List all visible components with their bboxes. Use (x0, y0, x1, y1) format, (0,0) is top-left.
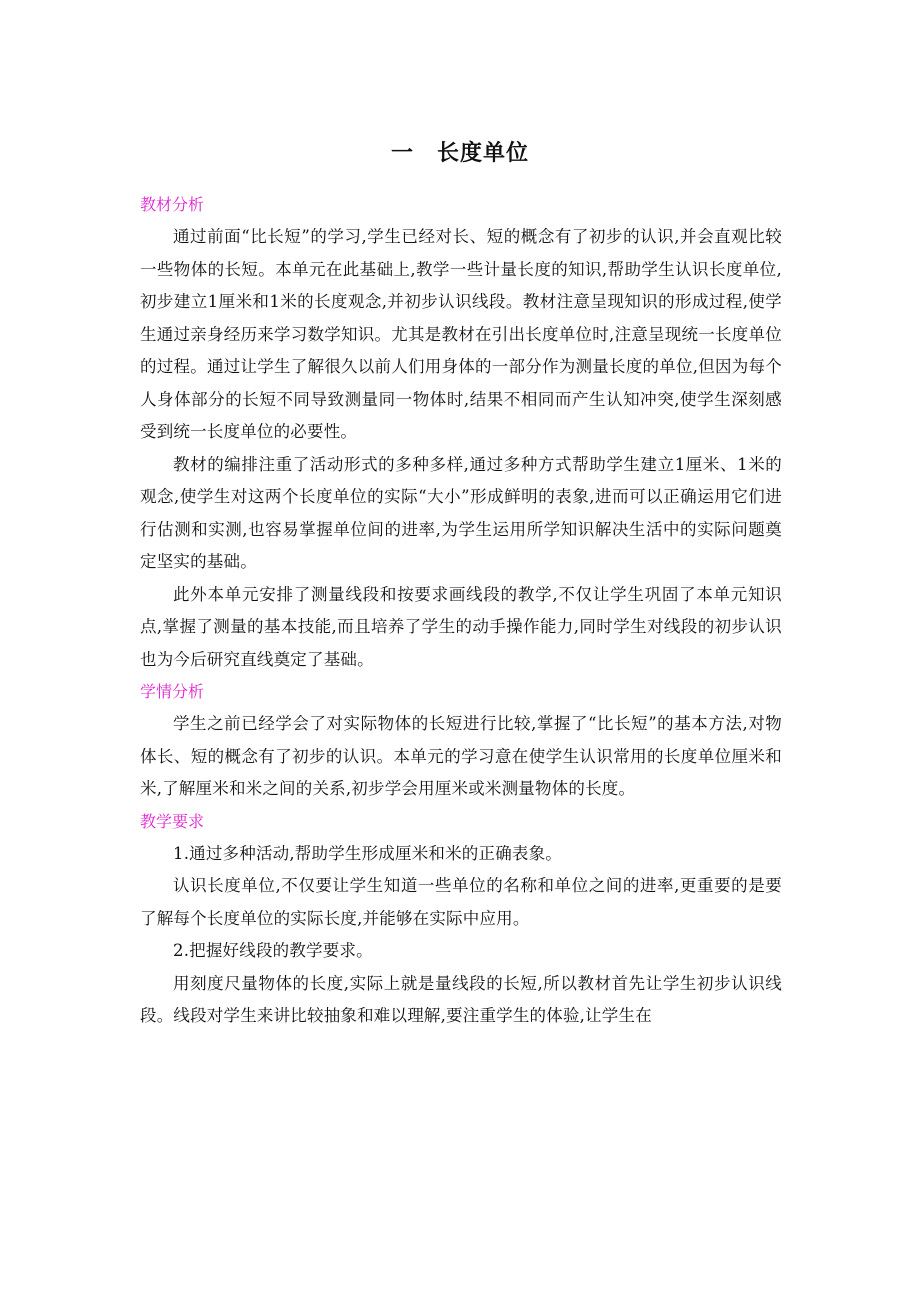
section-heading-learner-analysis: 学情分析 (140, 682, 205, 701)
document-body (140, 189, 782, 1033)
paragraph: 此外本单元安排了测量线段和按要求画线段的教学,不仅让学生巩固了本单元知识点,掌握了测量的基本技能,而且培养了学生的动手操作能力,同时学生对线段的初步认识也为今后研究直线奠定了基础。 (140, 584, 782, 669)
paragraph: 学生之前已经学会了对实际物体的长短进行比较,掌握了“比长短”的基本方法,对物体长、短的概念有了初步的认识。本单元的学习意在使学生认识常用的长度单位厘米和米,了解厘米和米之间的关系,初步学会用厘米或米测量物体的长度。 (140, 714, 782, 798)
list-item: 1.通过多种活动,帮助学生形成厘米和米的正确表象。 (173, 843, 562, 863)
paragraph: 通过前面“比长短”的学习,学生已经对长、短的概念有了初步的认识,并会直观比较一些物体的长短。本单元在此基础上,教学一些计量长度的知识,帮助学生认识长度单位,初步建立1厘米和1米的长度观念,并初步认识线段。教材注意呈现知识的形成过程,使学生通过亲身经历来学习数学知识。尤其是教材在引出长度单位时,注意呈现统一长度单位的过程。通过让学生了解很久以前人们用身体的一部分作为测量长度的单位,但因为每个人身体部分的长短不同导致测量同一物体时,结果不相同而产生认知冲突,使学生深刻感受到统一长度单位的必要性。 (140, 227, 782, 441)
list-item: 2.把握好线段的教学要求。 (173, 941, 373, 960)
paragraph: 认识长度单位,不仅要让学生知道一些单位的名称和单位之间的进率,更重要的是要了解每个长度单位的实际长度,并能够在实际中应用。 (140, 876, 782, 928)
paragraph: 教材的编排注重了活动形式的多种多样,通过多种方式帮助学生建立1厘米、1米的观念,使学生对这两个长度单位的实际“大小”形成鲜明的表象,进而可以正确运用它们进行估测和实测,也容易掌握单位间的进率,为学生运用所学知识解决生活中的实际问题奠定坚实的基础。 (140, 454, 782, 571)
paragraph: 用刻度尺量物体的长度,实际上就是量线段的长短,所以教材首先让学生初步认识线段。线段对学生来讲比较抽象和难以理解,要注重学生的体验,让学生在 (140, 973, 782, 1025)
page-title: 一 长度单位 (390, 141, 529, 166)
section-heading-teaching-requirements: 教学要求 (140, 811, 205, 831)
section-heading-textbook-analysis: 教材分析 (140, 195, 205, 214)
